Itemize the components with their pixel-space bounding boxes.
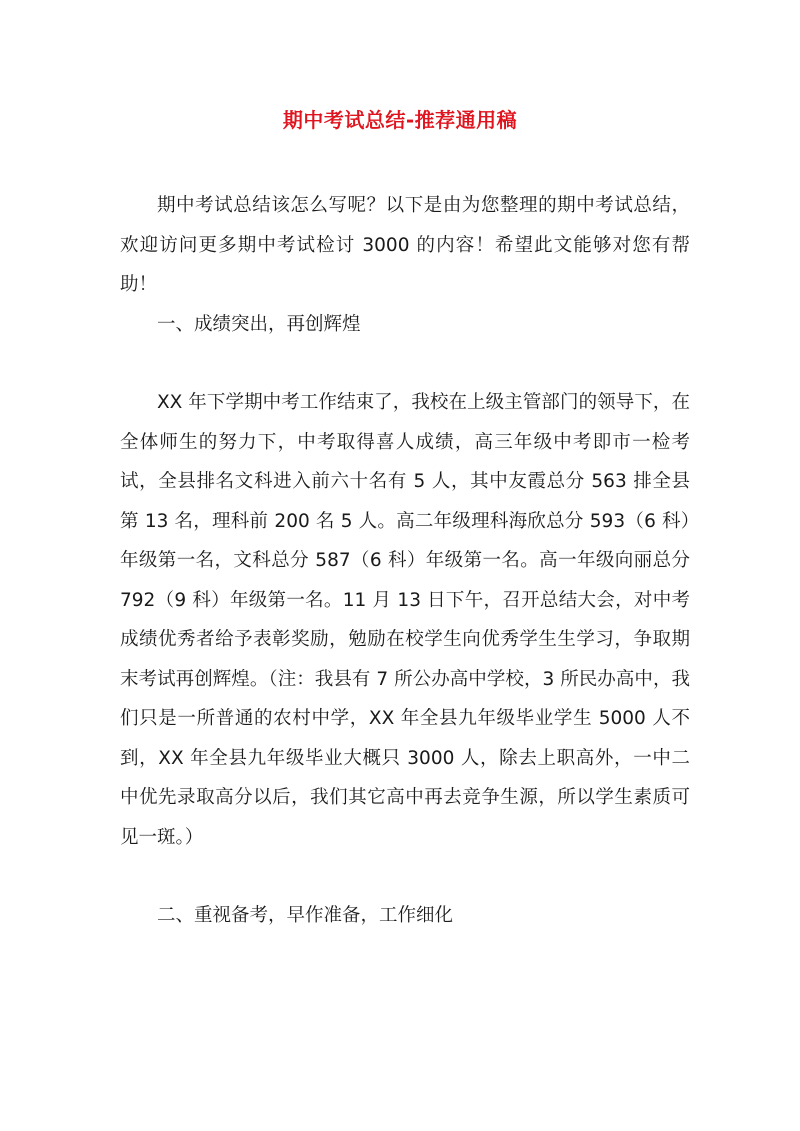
intro-paragraph: 期中考试总结该怎么写呢？以下是由为您整理的期中考试总结，欢迎访问更多期中考试检讨 3000 的内容！希望此文能够对您有帮助！: [120, 195, 690, 295]
paragraph-gap: [120, 344, 690, 383]
section-1-heading: 一、成绩突出，再创辉煌: [157, 313, 361, 335]
document-title: 期中考试总结-推荐通用稿: [282, 108, 518, 132]
section-1-paragraph: XX 年下学期中考工作结束了，我校在上级主管部门的领导下，在全体师生的努力下，中考取得喜人成绩，高三年级中考即市一检考试，全县排名文科进入前六十名有 5 人，其中友霞总分 563 排全县第 13 名，理科前 200 名 5 人。高二年级理科海欣总分 593（6 科）年级第一名，文科总分 587（6 科）年级第一名。高一年级向丽总分 792（9 科）年级第一名。11 月 13 日下午，召开总结大会，对中考成绩优秀者给予表彰奖励，勉励在校学生向优秀学生生学习，争取期末考试再创辉煌。（注：我县有 7 所公办高中学校，3 所民办高中，我们只是一所普通的农村中学，XX 年全县九年级毕业学生 5000 人不到，XX 年全县九年级毕业大概只 3000 人，除去上职高外，一中二中优先录取高分以后，我们其它高中再去竞争生源，所以学生素质可见一斑。）: [120, 392, 690, 848]
paragraph-gap: [120, 857, 690, 896]
section-2-heading: 二、重视备考，早作准备，工作细化: [157, 905, 454, 926]
document-body: [120, 186, 690, 936]
